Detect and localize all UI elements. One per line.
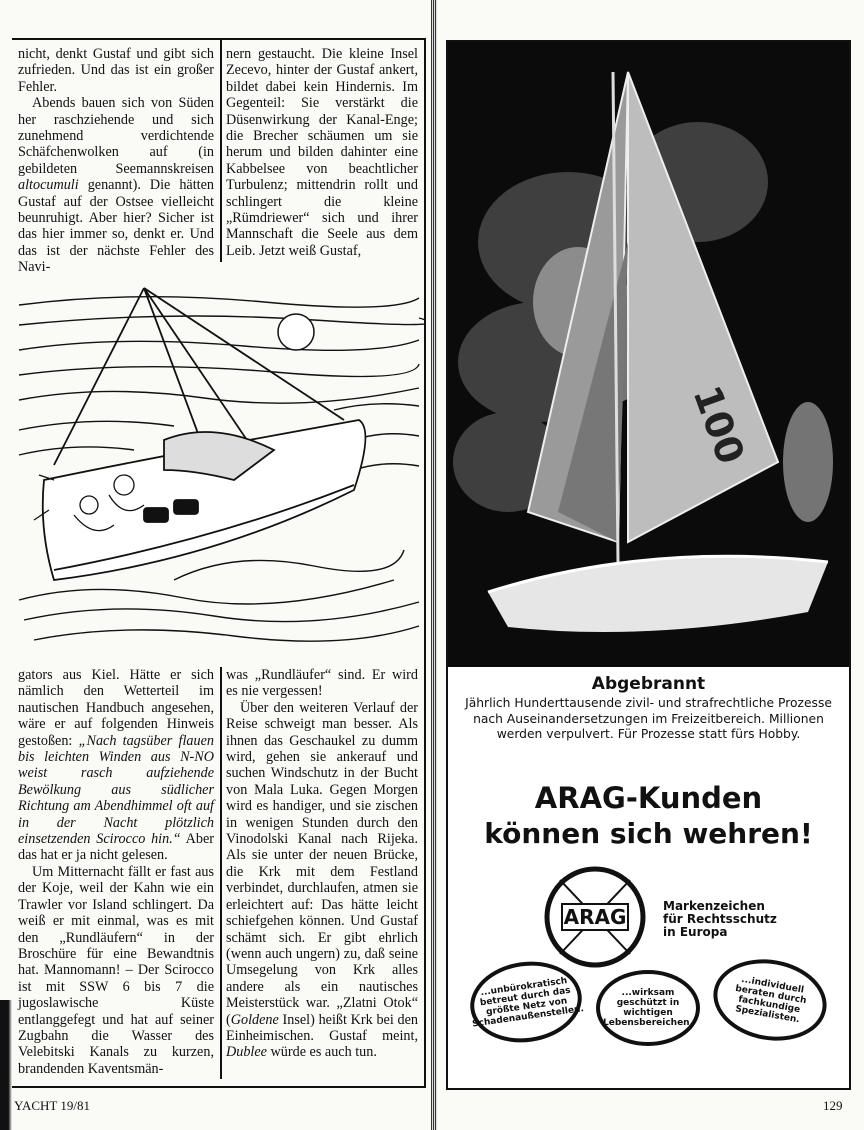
ad-headline: Abgebrannt: [591, 674, 706, 694]
svg-text:ARAG: ARAG: [563, 905, 627, 929]
burning-boat-photo: [448, 42, 849, 667]
issue-label: YACHT 19/81: [14, 1098, 90, 1113]
ad-slogan: [448, 780, 849, 852]
article-column-2-bottom: [226, 667, 418, 1061]
column-rule-top: [220, 40, 222, 262]
arag-advertisement: [446, 40, 851, 1090]
paragraph: nicht, denkt Gustaf und gibt sich zufrieden. Und das ist ein großer Fehler.: [18, 46, 214, 95]
article-column-1-bottom: [18, 667, 214, 1077]
sailboat-illustration: [14, 280, 424, 660]
slogan-line-1: ARAG-Kunden: [534, 781, 763, 815]
article-column-2-top: [226, 46, 418, 259]
paragraph: Um Mitternacht fällt er fast aus der Koje, weil der Kahn wie ein Trawler vor Island schlingert. Da weiß er mit einmal, was es mit den „Rundläufern“ in der Broschüre für eine Bewandtnis hat. Mannomann! – Der Scirocco ist mit SSW 6 bis 7 die jugoslawische Küste entlanggefegt und hat auf seiner Zugbahn die Wasser des Velebitski Kanals zu kurzen, brandenden Kaventsmän-: [18, 863, 214, 1077]
paragraph: Über den weiteren Verlauf der Reise schweigt man besser. Als ihnen das Geschaukel zu dumm wird, gehen sie ankerauf und suchen Windschutz in der Bucht von Mala Luka. Gegen Morgen wird es handiger, und sie zischen in wenigen Stunden durch den Vinodolski Kanal nach Rijeka. Als sie unter der neuen Brücke, die Krk mit dem Festland verbindet, durchlaufen, atmen sie erleichtert auf: Das hätte leicht schiefgehen können. Und Gustaf schämt sich. Er gibt ehrlich (wenn auch ungern) zu, daß seine Umsegelung von Krk alles andere als ein nautisches Meisterstück war. „Zlatni Otok“ (Goldene Insel) heißt Krk bei den Einheimischen. Gustaf meint, Dublee würde es auch tun.: [226, 699, 418, 1061]
logo-caption: Markenzeichen für Rechtsschutz in Europa: [663, 899, 777, 939]
paragraph: nern gestaucht. Die kleine Insel Zecevo, hinter der Gustaf ankert, bildet dabei kein Hindernis. Im Gegenteil: Sie verstärkt die Düsenwirkung der Kanal-Enge; die Brecher schäumen um sie herum und bilden dahinter eine Kabbelsee von beachtlicher Turbulenz; mittendrin rollt und schlingert die kleine „Rümdriewer“ sich und ihrer Mannschaft die Seele aus dem Leib. Jetzt weiß Gustaf,: [226, 46, 418, 259]
paragraph: gators aus Kiel. Hätte er sich nämlich den Wetterteil im nautischen Handbuch angesehen, wäre er auf folgenden Hinweis gestoßen: „Nach tagsüber flauen bis leichten Winden aus N-NO weist rasch aufziehende Bewölkung aus südlicher Richtung am Abendhimmel oft auf in der Nacht plötzlich einsetzenden Scirocco hin.“ Aber das hat er ja nicht gelesen.: [18, 667, 214, 864]
scan-edge: [0, 1000, 12, 1130]
paragraph: Abends bauen sich von Süden her raschziehende und sich zunehmend verdichtende Schäfchenwolken auf (in gebildeten Seemannskreisen altocumuli genannt). Die hätten Gustaf auf der Ostsee vielleicht beunruhigt. Aber hier? Sicher ist das hier immer so, denkt er. Und das ist der nächste Fehler des Navi-: [18, 95, 214, 276]
article-column-1-top: [18, 46, 214, 276]
page-number: 129: [823, 1098, 843, 1113]
slogan-line-2: können sich wehren!: [484, 817, 813, 850]
paragraph: was „Rundläufer“ sind. Er wird es nie vergessen!: [226, 667, 418, 700]
column-rule-bottom: [220, 667, 222, 1079]
arag-logo: [540, 862, 650, 972]
badge-advice: ...individuell beraten durch fachkundige Spezialisten.: [707, 951, 833, 1050]
ad-body-text: Jährlich Hunderttausende zivil- und strafrechtliche Prozesse nach Auseinandersetzungen im Freizeitbereich. Millionen werden verpulvert. Für Prozesse statt fürs Hobby.: [465, 696, 832, 741]
badge-service-network: ...unbürokratisch betreut durch das größte Netz von Schadenaußenstellen.: [465, 955, 587, 1050]
badge-protection: ...wirksam geschützt in wichtigen Lebensbereichen.: [596, 970, 700, 1046]
page-gutter: [431, 0, 437, 1130]
banknote-value: 100: [684, 380, 754, 470]
